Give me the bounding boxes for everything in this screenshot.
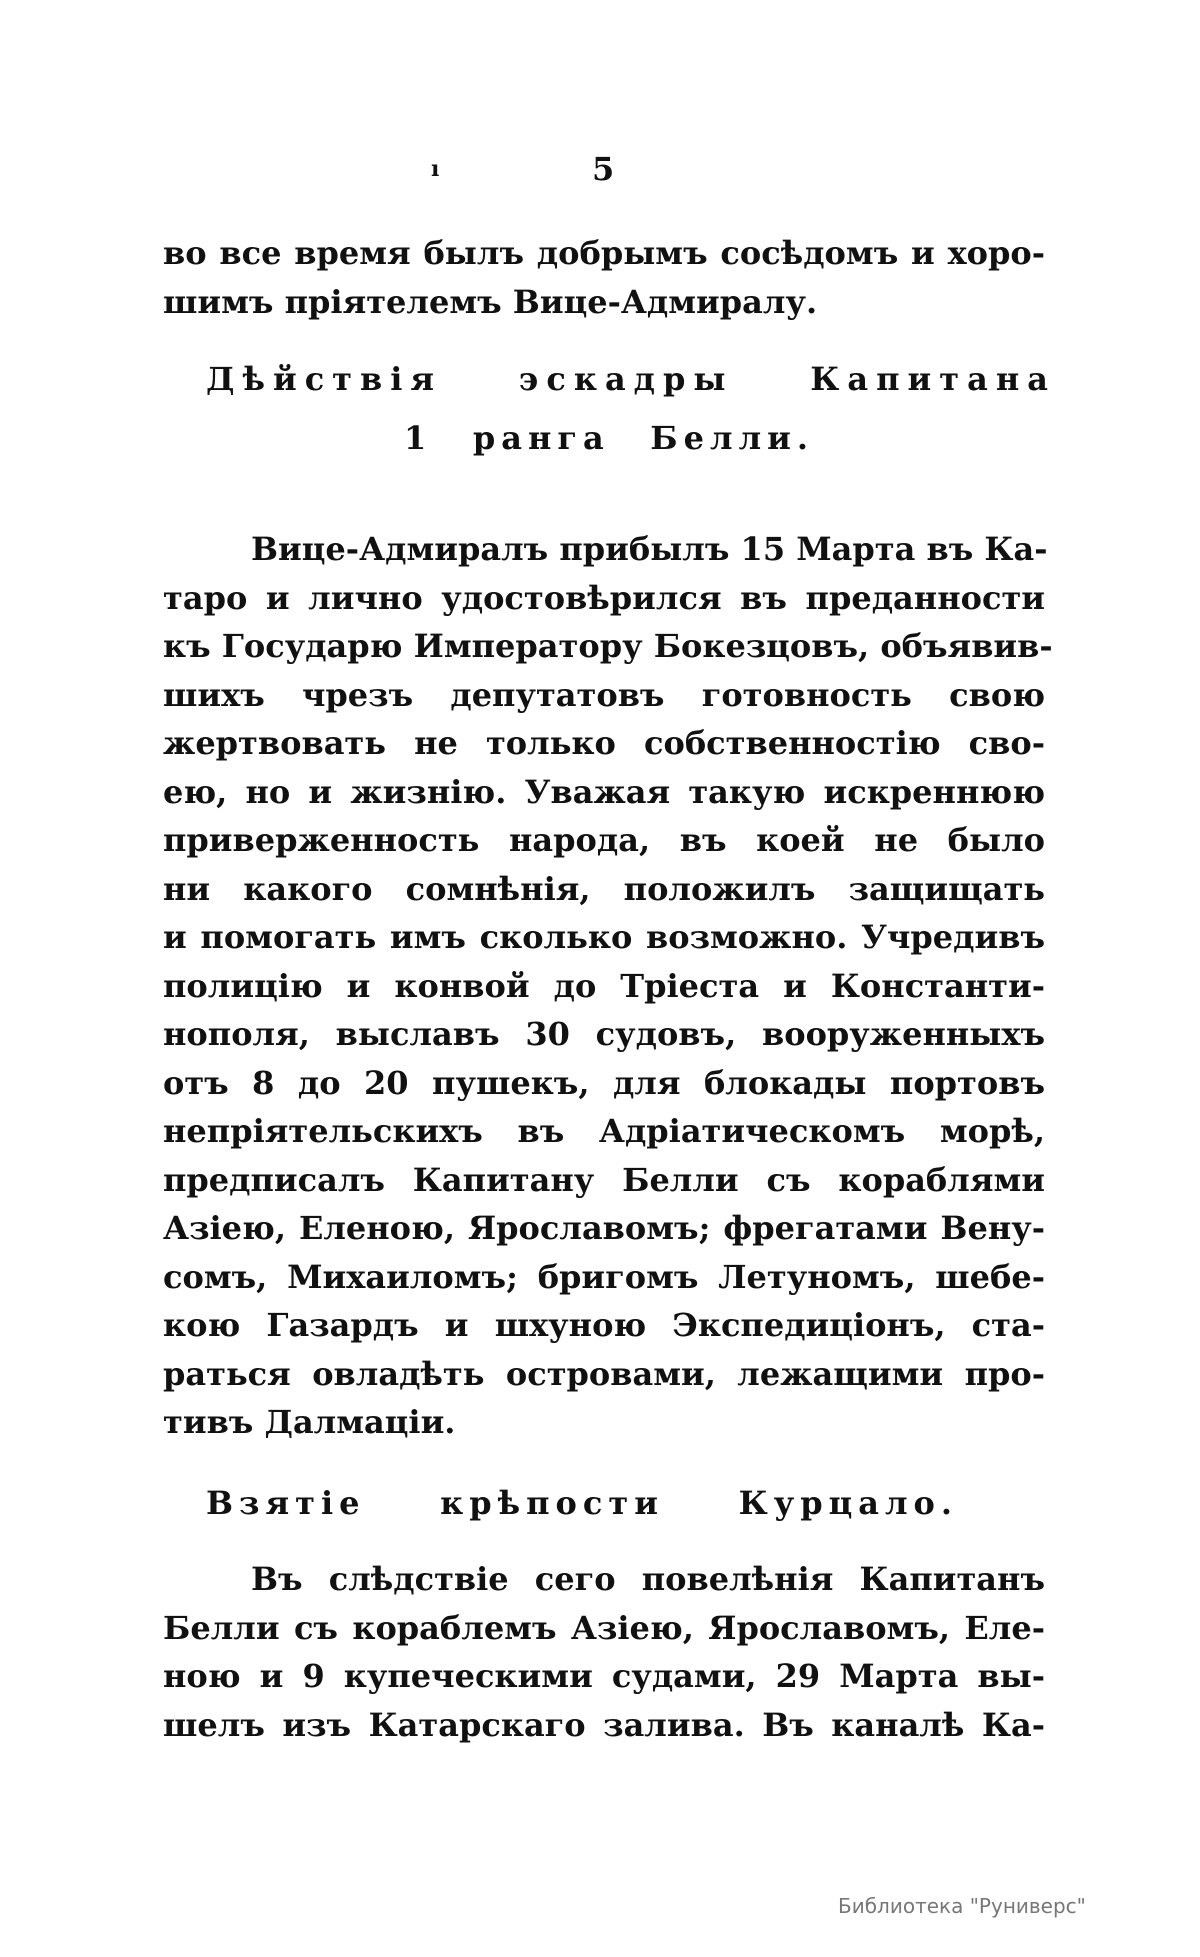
paragraph-squadron-actions [163, 525, 1053, 1447]
text-line: шихъ чрезъ депутатовъ готовность свою [163, 675, 1045, 714]
page-number: 5 [592, 150, 615, 188]
text-line: кою Газардъ и шхуною Экспедиціонъ, ста- [163, 1306, 1045, 1344]
text-line: отъ 8 до 20 пушекъ, для блокады портовъ [163, 1063, 1045, 1102]
text-line: нополя, выславъ 30 судовъ, вооруженныхъ [163, 1015, 1045, 1053]
text-line: шимъ пріятелемъ Вице-Адмиралу. [163, 282, 818, 321]
section-heading-line-1: Дѣйствія эскадры Капитана [206, 360, 1056, 398]
text-line: ною и 9 купеческими судами, 29 Марта вы- [163, 1657, 1045, 1695]
paragraph-capture [163, 1555, 1045, 1749]
text-line: жертвовать не только собственностію сво- [163, 724, 1045, 762]
library-watermark: Библиотека "Руниверс" [838, 1894, 1086, 1918]
page-header [0, 150, 1200, 190]
text-line: сомъ, Михаиломъ; бригомъ Летуномъ, шебе- [163, 1257, 1045, 1296]
text-line: раться овладѣть островами, лежащими про- [163, 1354, 1045, 1393]
text-line: шелъ изъ Катарскаго залива. Въ каналѣ Ка- [163, 1705, 1045, 1744]
text-line: таро и лично удостовѣрился въ преданности [163, 578, 1045, 617]
text-line: предписалъ Капитану Белли съ кораблями [163, 1160, 1045, 1199]
text-line: къ Государю Императору Бокезцовъ, объявив- [163, 627, 1053, 665]
page-mark: ı [431, 156, 440, 182]
text-line: тивъ Далмаціи. [163, 1403, 456, 1441]
text-line: Вице-Адмиралъ прибылъ 15 Марта въ Ка- [251, 530, 1048, 568]
text-line: приверженность народа, въ коей не было [163, 821, 1045, 859]
text-line: и помогать имъ сколько возможно. Учредивъ [163, 918, 1045, 956]
text-line: во все время былъ добрымъ сосѣдомъ и хоро- [163, 234, 1045, 272]
text-line: Азіею, Еленою, Ярославомъ; фрегатами Вену- [163, 1209, 1045, 1247]
section-heading-line-2: 1 ранга Белли. [404, 419, 814, 457]
text-line: Белли съ кораблемъ Азіею, Ярославомъ, Еле- [163, 1608, 1045, 1647]
text-line: ею, но и жизнію. Уважая такую искреннюю [163, 772, 1045, 811]
text-line: непріятельскихъ въ Адріатическомъ морѣ, [163, 1112, 1045, 1150]
paragraph-continuation [163, 229, 1045, 326]
text-line: ни какого сомнѣнія, положилъ защищать [163, 869, 1045, 908]
text-line: полицію и конвой до Тріеста и Константи- [163, 966, 1045, 1005]
text-line: Въ слѣдствіе сего повелѣнія Капитанъ [251, 1560, 1045, 1598]
section-heading-kurzola: Взятіе крѣпости Курцало. [206, 1484, 958, 1522]
